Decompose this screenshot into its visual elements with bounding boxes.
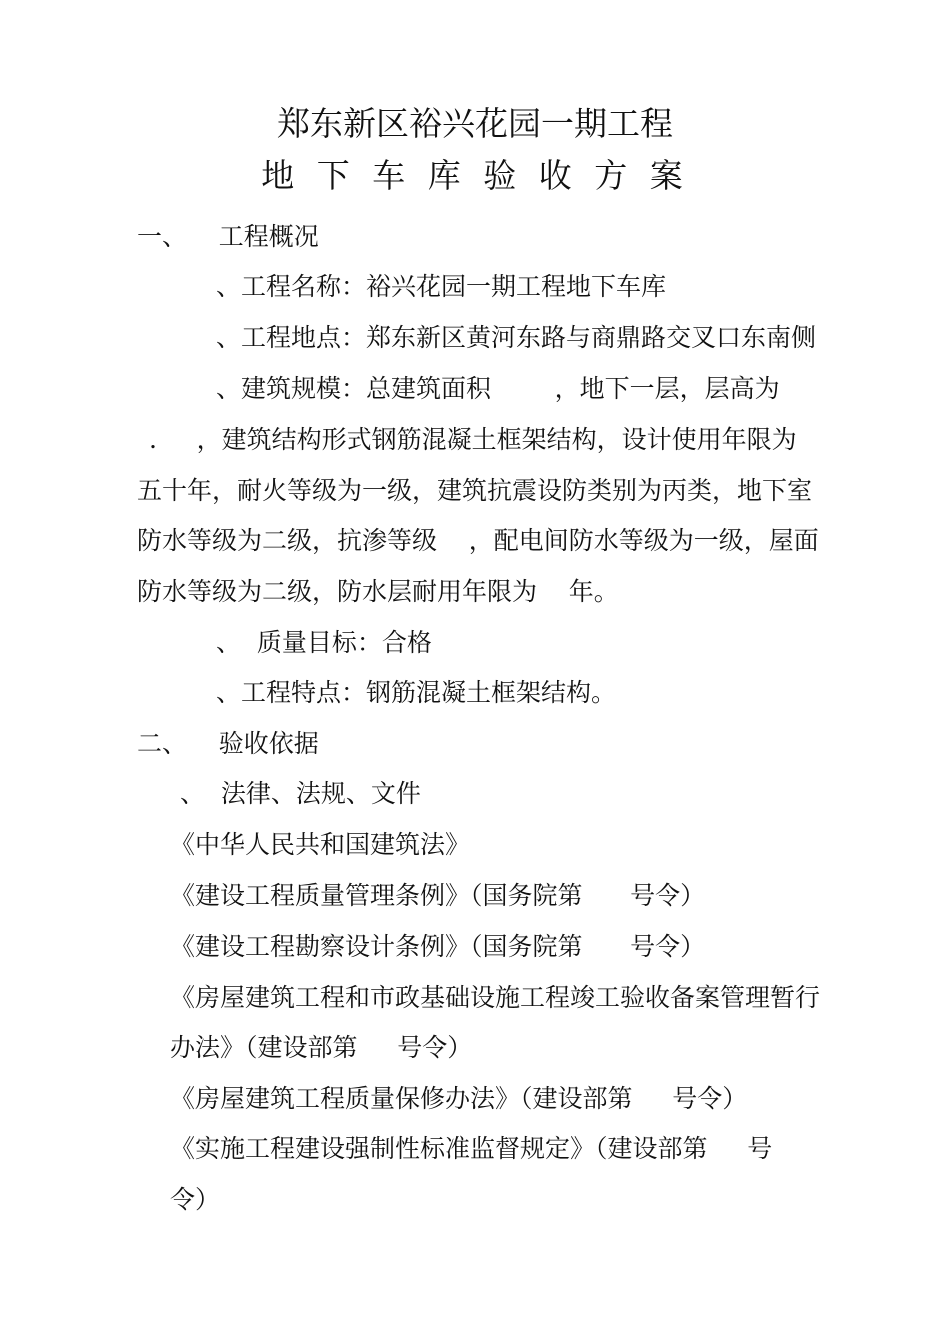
document-subtitle: 地 下 车 库 验 收 方 案	[261, 156, 689, 195]
law-item: 《房屋建筑工程和市政基础设施工程竣工验收备案管理暂行	[170, 983, 821, 1012]
sub-heading-laws: 、 法律、法规、文件	[180, 779, 421, 808]
law-item: 《房屋建筑工程质量保修办法》（建设部第 号令）	[170, 1084, 748, 1113]
section-heading-basis: 二、 验收依据	[137, 729, 319, 758]
document-title: 郑东新区裕兴花园一期工程	[277, 104, 673, 143]
item-project-features: 、工程特点：钢筋混凝土框架结构。	[216, 678, 617, 707]
law-item: 《中华人民共和国建筑法》	[170, 830, 471, 859]
item-project-location: 、工程地点：郑东新区黄河东路与商鼎路交叉口东南侧	[216, 323, 817, 352]
item-project-name: 、工程名称：裕兴花园一期工程地下车库	[216, 272, 667, 301]
scale-continuation-1: . ，建筑结构形式钢筋混凝土框架结构，设计使用年限为	[149, 425, 797, 454]
law-item: 《实施工程建设强制性标准监督规定》（建设部第 号	[170, 1134, 773, 1163]
law-item: 《建设工程勘察设计条例》（国务院第 号令）	[170, 932, 706, 961]
law-item-continuation: 令）	[170, 1185, 221, 1214]
item-quality-target: 、 质量目标：合格	[216, 628, 432, 657]
law-item-continuation: 办法》（建设部第 号令）	[170, 1033, 473, 1062]
law-item: 《建设工程质量管理条例》（国务院第 号令）	[170, 881, 706, 910]
section-heading-overview: 一、 工程概况	[137, 222, 319, 251]
scale-continuation-2: 五十年，耐火等级为一级，建筑抗震设防类别为丙类，地下室	[137, 476, 813, 505]
scale-continuation-3: 防水等级为二级，抗渗等级 ，配电间防水等级为一级，屋面	[137, 526, 819, 555]
scale-continuation-4: 防水等级为二级，防水层耐用年限为 年。	[137, 577, 619, 606]
item-building-scale: 、建筑规模：总建筑面积 ，地下一层，层高为	[216, 374, 780, 403]
